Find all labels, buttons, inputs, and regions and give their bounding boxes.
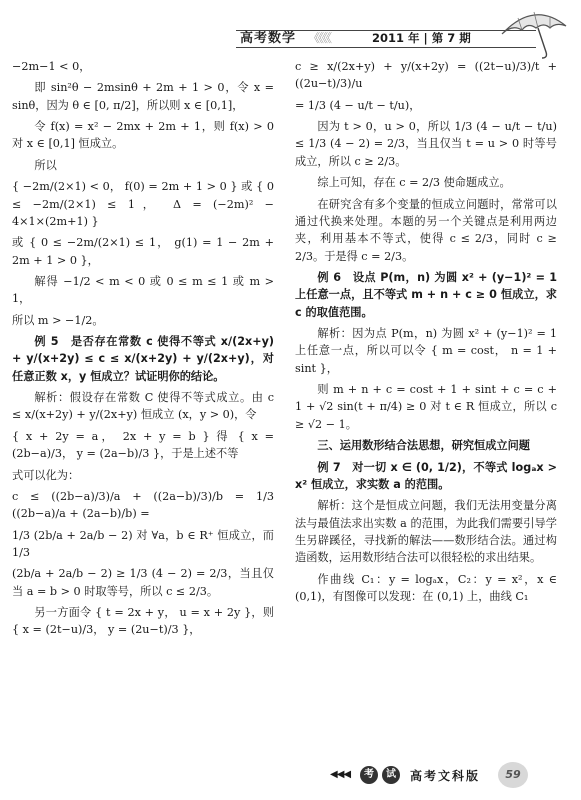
left-line-16: 另一方面令 { t = 2x + y， u = x + 2y }，则 { x = (2t−u)/3， y = (2u−t)/3 }， [12, 606, 274, 637]
footer-edition: 高考文科版 [410, 769, 481, 783]
analysis-6: 解析：因为点 P(m，n) 为圆 x² + (y−1)² = 1 上任意一点，所以可以令 { m = cost， n = 1 + sint }， [295, 327, 557, 375]
left-line-8: 所以 m > −1/2。 [12, 313, 104, 327]
right-line-8: 则 m + n + c = cost + 1 + sint + c = c + 1 + √2 sin(t + π/4) ≥ 0 对 t ∈ R 恒成立，所以 c ≥ √2 − 1。 [295, 383, 557, 431]
right-line-2: = 1/3 (4 − u/t − t/u)， [295, 98, 421, 112]
analysis-5: 解析：假设存在常数 C 使得不等式成立。由 c ≤ x/(x+2y) + y/(2x+y) 恒成立 (x，y > 0)，令 [12, 391, 274, 422]
page-footer [330, 764, 570, 786]
footer-badge-2: 试 [382, 766, 400, 784]
left-line-4: 所以 [34, 158, 57, 172]
right-conclusion: 综上可知，存在 c = 2/3 使命题成立。 [317, 176, 511, 190]
issue-label: 2011 年 | 第 7 期 [372, 31, 471, 45]
page-header [0, 0, 581, 52]
right-column [295, 58, 557, 609]
left-line-3: 令 f(x) = x² − 2mx + 2m + 1，则 f(x) > 0 对 x ∈ [0,1] 恒成立。 [12, 120, 274, 151]
left-line-7: 解得 −1/2 < m < 0 或 0 ≤ m ≤ 1 或 m > 1， [12, 274, 274, 306]
example-5: 例 5 是否存在常数 c 使得不等式 x/(2x+y) + y/(x+2y) ≤ c ≤ x/(x+2y) + y/(2x+y)，对任意正数 x，y 恒成立？试证明你的结论。 [12, 335, 274, 383]
header-chevrons: 《《《《 [308, 31, 331, 45]
right-line-12: 作曲线 C₁：y = logₐx，C₂：y = x²，x ∈ (0,1)，有图像可以发现：在 (0,1) 上，曲线 C₁ [295, 572, 557, 604]
left-formula-2: 1/3 (2b/a + 2a/b − 2) 对 ∀a，b ∈ R⁺ 恒成立，而 1/3 [12, 528, 274, 559]
example-7: 例 7 对一切 x ∈ (0, 1/2)，不等式 logₐx > x² 恒成立，求实数 a 的范围。 [295, 460, 557, 491]
left-formula-1: c ≤ ((2b−a)/3)/a + ((2a−b)/3)/b = 1/3 ((2b−a)/a + (2a−b)/b) = [12, 489, 274, 521]
left-line-1: −2m−1 < 0， [12, 60, 91, 73]
left-line-2: 即 sin²θ − 2msinθ + 2m + 1 > 0，令 x = sinθ，因为 θ ∈ [0, π/2]，所以则 x ∈ [0,1]， [12, 81, 274, 112]
left-substitution: { x + 2y = a， 2x + y = b } 得 { x = (2b−a)/3， y = (2a−b)/3 }，于是上述不等 [12, 429, 274, 461]
analysis-7: 解析：这个是恒成立问题，我们无法用变量分离法与最值法求出实数 a 的范围，为此我们需要引导学生另辟蹊径，寻找新的解法——数形结合法。通过构造函数，运用数形结合法可以很轻松的求出结果。 [295, 499, 557, 565]
footer-badge-1: 考 [360, 766, 378, 784]
right-line-3: 因为 t > 0，u > 0，所以 1/3 (4 − u/t − t/u) ≤ 1/3 (4 − 2) = 2/3，当且仅当 t = u > 0 时等号成立，所以 c ≥ 2/3。 [295, 120, 557, 168]
right-remark: 在研究含有多个变量的恒成立问题时，常常可以通过代换来处理。本题的另一个关键点是利用两边夹，利用基本不等式，使得 c ≤ 2/3，同时 c ≥ 2/3。于是得 c = 2/3。 [295, 197, 557, 263]
left-system-2: 或 { 0 ≤ −2m/(2×1) ≤ 1， g(1) = 1 − 2m + 2m + 1 > 0 }， [12, 236, 274, 267]
magazine-title: 高考数学 [240, 31, 297, 46]
left-system-1: { −2m/(2×1) < 0， f(0) = 2m + 1 > 0 } 或 { 0 ≤ −2m/(2×1) ≤ 1， Δ = (−2m)² − 4×1×(2m+1) } [12, 180, 274, 228]
left-formula-3: (2b/a + 2a/b − 2) ≥ 1/3 (4 − 2) = 2/3，当且仅当 a = b > 0 时取等号，所以 c ≤ 2/3。 [12, 567, 274, 598]
umbrella-icon [498, 4, 570, 62]
section-heading: 三、运用数形结合法思想，研究恒成立问题 [317, 439, 530, 453]
footer-arrows: ◀◀◀ [330, 769, 351, 780]
example-6: 例 6 设点 P(m，n) 为圆 x² + (y−1)² = 1 上任意一点，且不等式 m + n + c ≥ 0 恒成立，求 c 的取值范围。 [295, 270, 557, 319]
left-column [12, 58, 274, 643]
page-number: 59 [498, 762, 528, 788]
left-line-12: 式可以化为： [12, 468, 80, 482]
right-line-1: c ≥ x/(2x+y) + y/(x+2y) = ((2t−u)/3)/t + ((2u−t)/3)/u [295, 60, 557, 91]
